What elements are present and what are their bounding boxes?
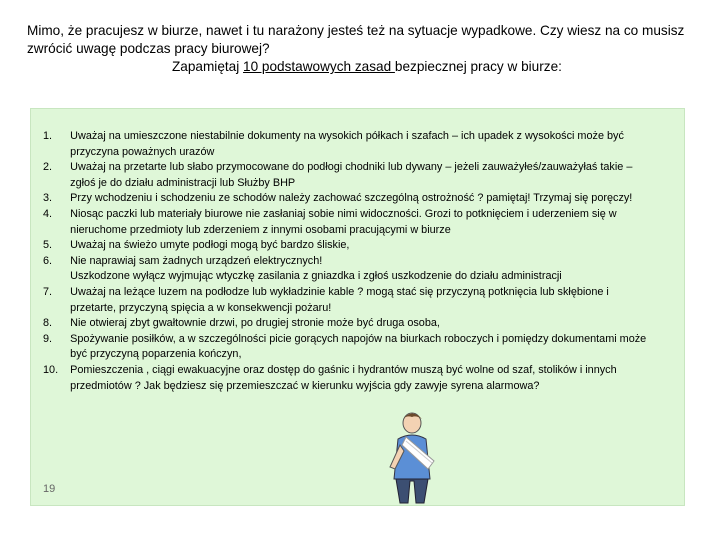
rule-item [43, 238, 654, 254]
rule-item [43, 254, 654, 270]
rule-text: Pomieszczenia , ciągi ewakuacyjne oraz dostęp do gaśnic i hydrantów muszą być wolne od szaf, stolików i innych przedmiotów ? Jak będziesz się przemieszczać w kierunku wyjścia gdy zawyje syrena alarmowa? [70, 363, 617, 392]
rule-number: 7. [43, 285, 53, 298]
rule-item [43, 129, 654, 160]
rule-text: Uważaj na przetarte lub słabo przymocowane do podłogi chodniki lub dywany – jeżeli zauważyłeś/zauważyłaś takie – zgłoś je do działu administracji lub Służby BHP [70, 161, 633, 189]
rule-text: Nie naprawiaj sam żadnych urządzeń elektrycznych! [70, 254, 323, 267]
rule-number: 8. [43, 317, 53, 330]
rule-number: 9. [43, 332, 53, 345]
rule-text: Spożywanie posiłków, a w szczególności picie gorących napojów na biurkach roboczych i pomiędzy dokumentami może być przyczyną poparzenia kończyn, [70, 332, 647, 361]
intro-text [27, 22, 697, 76]
rule-number: 3. [43, 192, 53, 205]
rule-item [43, 363, 654, 394]
rule-number: 6. [43, 254, 53, 267]
injured-person-icon [376, 409, 446, 505]
rule-text: Uważaj na świeżo umyte podłogi mogą być bardzo śliskie, [70, 239, 350, 252]
instruction-prefix: Zapamiętaj [172, 59, 244, 74]
rule-number: 4. [43, 207, 53, 220]
rule-text: Nie otwieraj zbyt gwałtownie drzwi, po drugiej stronie może być druga osoba, [70, 317, 440, 330]
rule-text: Uważaj na leżące luzem na podłodze lub wykładzinie kable ? mogą stać się przyczyną potknięcia lub skłębione i przetarte, przyczyną spięcia a w konsekwencji pożaru! [70, 285, 609, 314]
rule-text: Uszkodzone wyłącz wyjmując wtyczkę zasilania z gniazdka i zgłoś uszkodzenie do działu administracji [70, 270, 562, 283]
instruction-underlined: 10 podstawowych zasad [243, 59, 395, 74]
rules-panel [30, 108, 685, 506]
rule-item [43, 316, 654, 332]
page-number: 19 [43, 483, 56, 495]
rule-item [43, 332, 654, 363]
instruction-suffix: bezpiecznej pracy w biurze: [394, 59, 562, 74]
rule-text: Przy wchodzeniu i schodzeniu ze schodów należy zachować szczególną ostrożność ? pamiętaj! Trzymaj się poręczy! [70, 192, 633, 205]
rule-number: 2. [43, 161, 53, 174]
intro-question: Mimo, że pracujesz w biurze, nawet i tu narażony jesteś też na sytuacje wypadkowe. Czy wiesz na co musisz zwrócić uwagę podczas pracy biurowej? [27, 23, 685, 56]
rule-number [43, 269, 70, 285]
rule-number: 5. [43, 239, 53, 252]
rule-item [43, 285, 654, 316]
rule-item [43, 207, 654, 238]
rule-number: 1. [43, 130, 53, 142]
intro-instruction [27, 58, 697, 76]
rule-number: 10. [43, 363, 59, 376]
rules-list [43, 129, 654, 394]
rule-text: Niosąc paczki lub materiały biurowe nie zasłaniaj sobie nimi widoczności. Grozi to potknięciem i uderzeniem się w nieruchome przedmioty lub zderzeniem z innymi osobami pracującymi w biurze [70, 207, 617, 236]
rule-item [43, 269, 654, 285]
rule-item [43, 160, 654, 191]
rule-item [43, 191, 654, 207]
rule-text: Uważaj na umieszczone niestabilnie dokumenty na wysokich półkach i szafach – ich upadek z wysokości może być przyczyna poważnych urazów [70, 130, 624, 158]
